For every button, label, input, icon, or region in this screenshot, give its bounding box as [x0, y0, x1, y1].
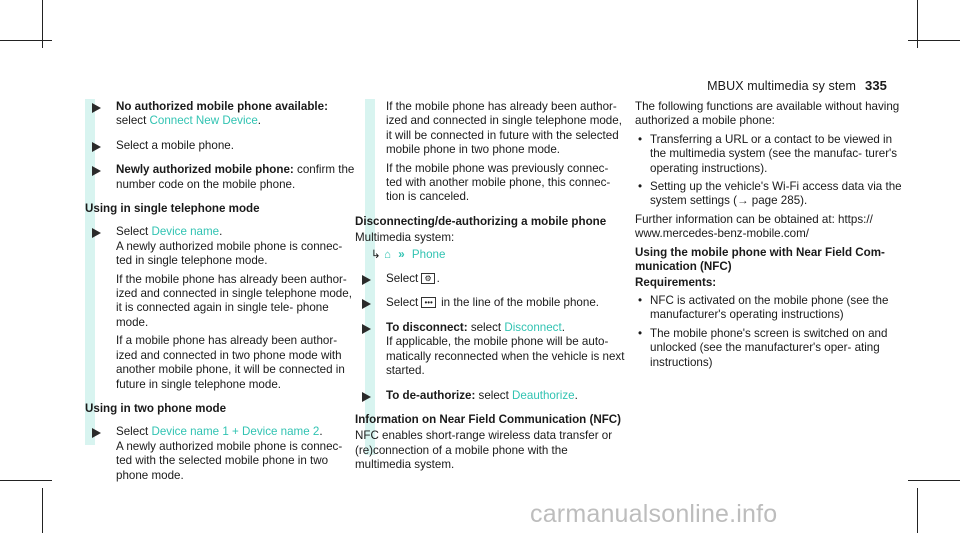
section-heading: Using in two phone mode	[85, 401, 227, 415]
step-heading: To disconnect:	[386, 320, 468, 334]
paragraph: A newly authorized mobile phone is connec- ted with the selected mobile phone in two phone mode.	[116, 439, 343, 482]
nav-phone: Phone	[411, 247, 446, 261]
step-heading: To de-authorize:	[386, 388, 476, 402]
step-heading: Newly authorized mobile phone:	[116, 163, 294, 177]
bullet-icon: •	[638, 180, 643, 194]
step	[355, 272, 625, 286]
system-label: Multimedia system:	[355, 231, 455, 245]
menu-item-deauthorize: Deauthorize	[512, 388, 575, 402]
step-continuation	[355, 100, 625, 205]
list-item	[635, 294, 905, 323]
crop-mark	[42, 0, 43, 48]
list-item	[635, 133, 905, 176]
paragraph: NFC enables short-range wireless data transfer or (re)connection of a mobile phone with the multimedia system.	[355, 429, 613, 472]
text: confirm the number code on the mobile phone.	[116, 163, 355, 191]
text: .	[561, 320, 565, 334]
step-text: Select a mobile phone.	[116, 138, 234, 152]
paragraph: If applicable, the mobile phone will be auto- matically reconnected when the vehicle is next started.	[386, 335, 625, 378]
crop-mark	[917, 0, 918, 48]
step-arrow-icon	[362, 392, 371, 402]
watermark: carmanualsonline.info	[530, 500, 778, 528]
list-item-text: Transferring a URL or a contact to be viewed in the multimedia system (see the manufac- turer's operating instructions).	[650, 132, 898, 175]
bullet-icon: •	[638, 326, 643, 340]
paragraph: If the mobile phone was previously connec- ted with another mobile phone, this connec- tion is canceled.	[386, 161, 611, 204]
text: Select	[116, 425, 152, 439]
menu-item-device-name: Device name	[151, 225, 220, 239]
text: .	[219, 225, 223, 239]
nav-path	[371, 248, 625, 262]
section-heading: Information on Near Field Communication (NFC)	[355, 412, 622, 426]
step-arrow-icon	[92, 166, 101, 176]
step-arrow-icon	[92, 103, 101, 113]
crop-mark	[908, 480, 960, 481]
more-options-icon: •••	[421, 297, 435, 308]
text: .	[574, 388, 578, 402]
crop-mark	[0, 40, 52, 41]
text: Select	[116, 225, 152, 239]
section-heading: Using in single telephone mode	[85, 202, 260, 216]
crop-mark	[917, 488, 918, 533]
step-arrow-icon	[92, 142, 101, 152]
step-arrow-icon	[92, 428, 101, 438]
text: .	[257, 114, 262, 128]
bullet-icon: •	[638, 293, 643, 307]
step-heading: No authorized mobile phone available:	[116, 100, 328, 113]
text: Select	[386, 296, 422, 310]
list-item-text: The mobile phone's screen is switched on and unlocked (see the manufacturer's oper- ating instructions)	[650, 326, 888, 369]
paragraph: If the mobile phone has already been author- ized and connected in single telephone mode, it is connected again in single tele- phone mode.	[116, 272, 352, 329]
paragraph: If the mobile phone has already been author- ized and connected in single telephone mode, it will be connected in future with the selected mobile phone in two phone mode.	[386, 100, 622, 157]
text: select	[116, 114, 150, 128]
home-icon: ⌂	[383, 247, 391, 261]
step-arrow-icon	[362, 275, 371, 285]
settings-icon: ⚙	[421, 273, 434, 284]
paragraph: Further information can be obtained at: https:// www.mercedes-benz-mobile.com/	[635, 212, 873, 241]
menu-item-connect-new-device: Connect New Device	[149, 114, 258, 128]
bullet-icon: •	[638, 132, 643, 146]
text: select	[467, 320, 505, 334]
text: .	[436, 272, 440, 286]
step	[85, 139, 355, 153]
step-arrow-icon	[362, 324, 371, 334]
crop-mark	[42, 488, 43, 533]
step	[85, 100, 355, 129]
nav-arrow-icon: ↳	[371, 247, 381, 261]
step	[355, 389, 625, 403]
chevron-double-icon: »	[398, 247, 405, 261]
text: in the line of the mobile phone.	[437, 296, 599, 310]
section-heading: Disconnecting/de-authorizing a mobile phone	[355, 214, 607, 228]
crop-mark	[0, 480, 52, 481]
step	[85, 163, 355, 192]
crop-mark	[908, 40, 960, 41]
text: .	[319, 425, 323, 439]
column-middle	[355, 100, 625, 477]
step-arrow-icon	[92, 228, 101, 238]
step	[85, 425, 355, 483]
list-item	[635, 180, 905, 209]
paragraph: If a mobile phone has already been author- ized and connected in two phone mode with another mobile phone, it will be connected in future in single telephone mode.	[116, 334, 345, 391]
column-right	[635, 100, 905, 374]
page-number: 335	[865, 78, 887, 93]
requirements-heading: Requirements:	[635, 276, 717, 290]
list-item-text: Setting up the vehicle's Wi-Fi access data via the system settings (→ page 285).	[650, 180, 902, 208]
text: select	[475, 388, 513, 402]
menu-item-device-pair: Device name 1 + Device name 2	[151, 425, 320, 439]
menu-item-disconnect: Disconnect	[504, 320, 562, 334]
column-left	[85, 100, 355, 493]
list-item	[635, 327, 905, 370]
paragraph: A newly authorized mobile phone is connec- ted in single telephone mode.	[116, 239, 343, 268]
list-item-text: NFC is activated on the mobile phone (see the manufacturer's operating instructions)	[650, 293, 889, 322]
paragraph: The following functions are available without having authorized a mobile phone:	[635, 100, 900, 128]
step	[85, 225, 355, 391]
header-title: MBUX multimedia sy stem	[707, 79, 856, 93]
page-header	[707, 78, 887, 93]
step	[355, 296, 625, 310]
section-heading: Using the mobile phone with Near Field Com- munication (NFC)	[635, 245, 885, 274]
step-arrow-icon	[362, 299, 371, 309]
text: Select	[386, 272, 422, 286]
step	[355, 321, 625, 379]
